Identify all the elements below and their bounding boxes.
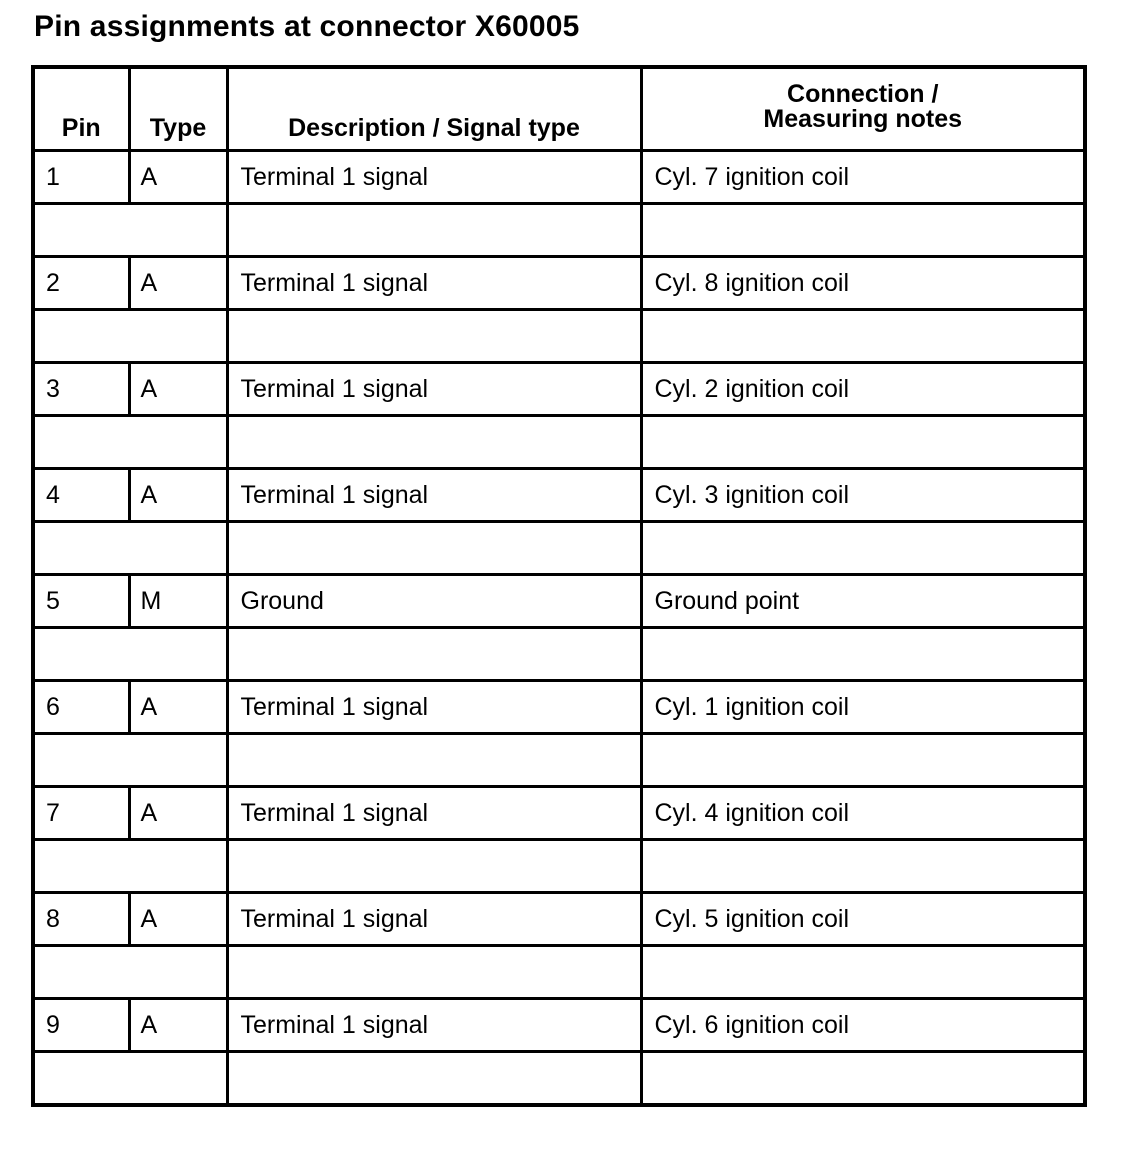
spacer-cell	[33, 734, 227, 787]
connection-cell: Ground point	[641, 575, 1085, 628]
spacer-cell	[33, 416, 227, 469]
spacer-cell	[227, 840, 641, 893]
spacer-cell	[641, 522, 1085, 575]
pin-cell: 7	[33, 787, 129, 840]
pin-cell: 8	[33, 893, 129, 946]
connection-cell: Cyl. 5 ignition coil	[641, 893, 1085, 946]
table-header-row	[33, 67, 1085, 151]
description-cell: Terminal 1 signal	[227, 681, 641, 734]
spacer-cell	[641, 840, 1085, 893]
table-spacer-row	[33, 840, 1085, 893]
description-cell: Terminal 1 signal	[227, 469, 641, 522]
description-cell: Terminal 1 signal	[227, 999, 641, 1052]
pin-cell: 4	[33, 469, 129, 522]
pin-cell: 9	[33, 999, 129, 1052]
spacer-cell	[33, 1052, 227, 1106]
table-row	[33, 257, 1085, 310]
header-description: Description / Signal type	[227, 67, 641, 151]
spacer-cell	[33, 946, 227, 999]
header-type: Type	[129, 67, 227, 151]
spacer-cell	[227, 204, 641, 257]
spacer-cell	[227, 416, 641, 469]
connection-cell: Cyl. 6 ignition coil	[641, 999, 1085, 1052]
table-spacer-row	[33, 416, 1085, 469]
connection-cell: Cyl. 3 ignition coil	[641, 469, 1085, 522]
header-connection-line1: Connection /	[787, 80, 939, 108]
table-spacer-row	[33, 1052, 1085, 1106]
table-spacer-row	[33, 522, 1085, 575]
pin-cell: 6	[33, 681, 129, 734]
header-connection	[641, 67, 1085, 151]
spacer-cell	[641, 204, 1085, 257]
description-cell: Terminal 1 signal	[227, 893, 641, 946]
table-spacer-row	[33, 946, 1085, 999]
table-row	[33, 681, 1085, 734]
type-cell: A	[129, 363, 227, 416]
type-cell: A	[129, 681, 227, 734]
connection-cell: Cyl. 1 ignition coil	[641, 681, 1085, 734]
header-pin: Pin	[33, 67, 129, 151]
page-title: Pin assignments at connector X60005	[34, 10, 580, 43]
connection-cell: Cyl. 8 ignition coil	[641, 257, 1085, 310]
spacer-cell	[641, 416, 1085, 469]
spacer-cell	[33, 310, 227, 363]
type-cell: A	[129, 999, 227, 1052]
table-spacer-row	[33, 310, 1085, 363]
description-cell: Ground	[227, 575, 641, 628]
pin-cell: 2	[33, 257, 129, 310]
spacer-cell	[227, 1052, 641, 1106]
spacer-cell	[641, 310, 1085, 363]
spacer-cell	[33, 522, 227, 575]
description-cell: Terminal 1 signal	[227, 787, 641, 840]
table-row	[33, 999, 1085, 1052]
table-spacer-row	[33, 204, 1085, 257]
type-cell: A	[129, 469, 227, 522]
connection-cell: Cyl. 4 ignition coil	[641, 787, 1085, 840]
type-cell: A	[129, 151, 227, 204]
pin-cell: 3	[33, 363, 129, 416]
spacer-cell	[227, 522, 641, 575]
table-row	[33, 787, 1085, 840]
description-cell: Terminal 1 signal	[227, 257, 641, 310]
spacer-cell	[227, 310, 641, 363]
pin-cell: 1	[33, 151, 129, 204]
type-cell: M	[129, 575, 227, 628]
header-connection-line2: Measuring notes	[763, 105, 963, 133]
table-row	[33, 575, 1085, 628]
pin-assignment-table	[31, 65, 1087, 1107]
spacer-cell	[33, 840, 227, 893]
table-spacer-row	[33, 628, 1085, 681]
spacer-cell	[33, 204, 227, 257]
table-spacer-row	[33, 734, 1085, 787]
spacer-cell	[227, 734, 641, 787]
spacer-cell	[641, 946, 1085, 999]
spacer-cell	[641, 1052, 1085, 1106]
spacer-cell	[33, 628, 227, 681]
spacer-cell	[641, 628, 1085, 681]
connection-cell: Cyl. 2 ignition coil	[641, 363, 1085, 416]
table-row	[33, 893, 1085, 946]
table-row	[33, 363, 1085, 416]
connection-cell: Cyl. 7 ignition coil	[641, 151, 1085, 204]
table-row	[33, 469, 1085, 522]
type-cell: A	[129, 257, 227, 310]
spacer-cell	[227, 946, 641, 999]
spacer-cell	[641, 734, 1085, 787]
type-cell: A	[129, 893, 227, 946]
pin-cell: 5	[33, 575, 129, 628]
description-cell: Terminal 1 signal	[227, 151, 641, 204]
table-row	[33, 151, 1085, 204]
description-cell: Terminal 1 signal	[227, 363, 641, 416]
spacer-cell	[227, 628, 641, 681]
type-cell: A	[129, 787, 227, 840]
